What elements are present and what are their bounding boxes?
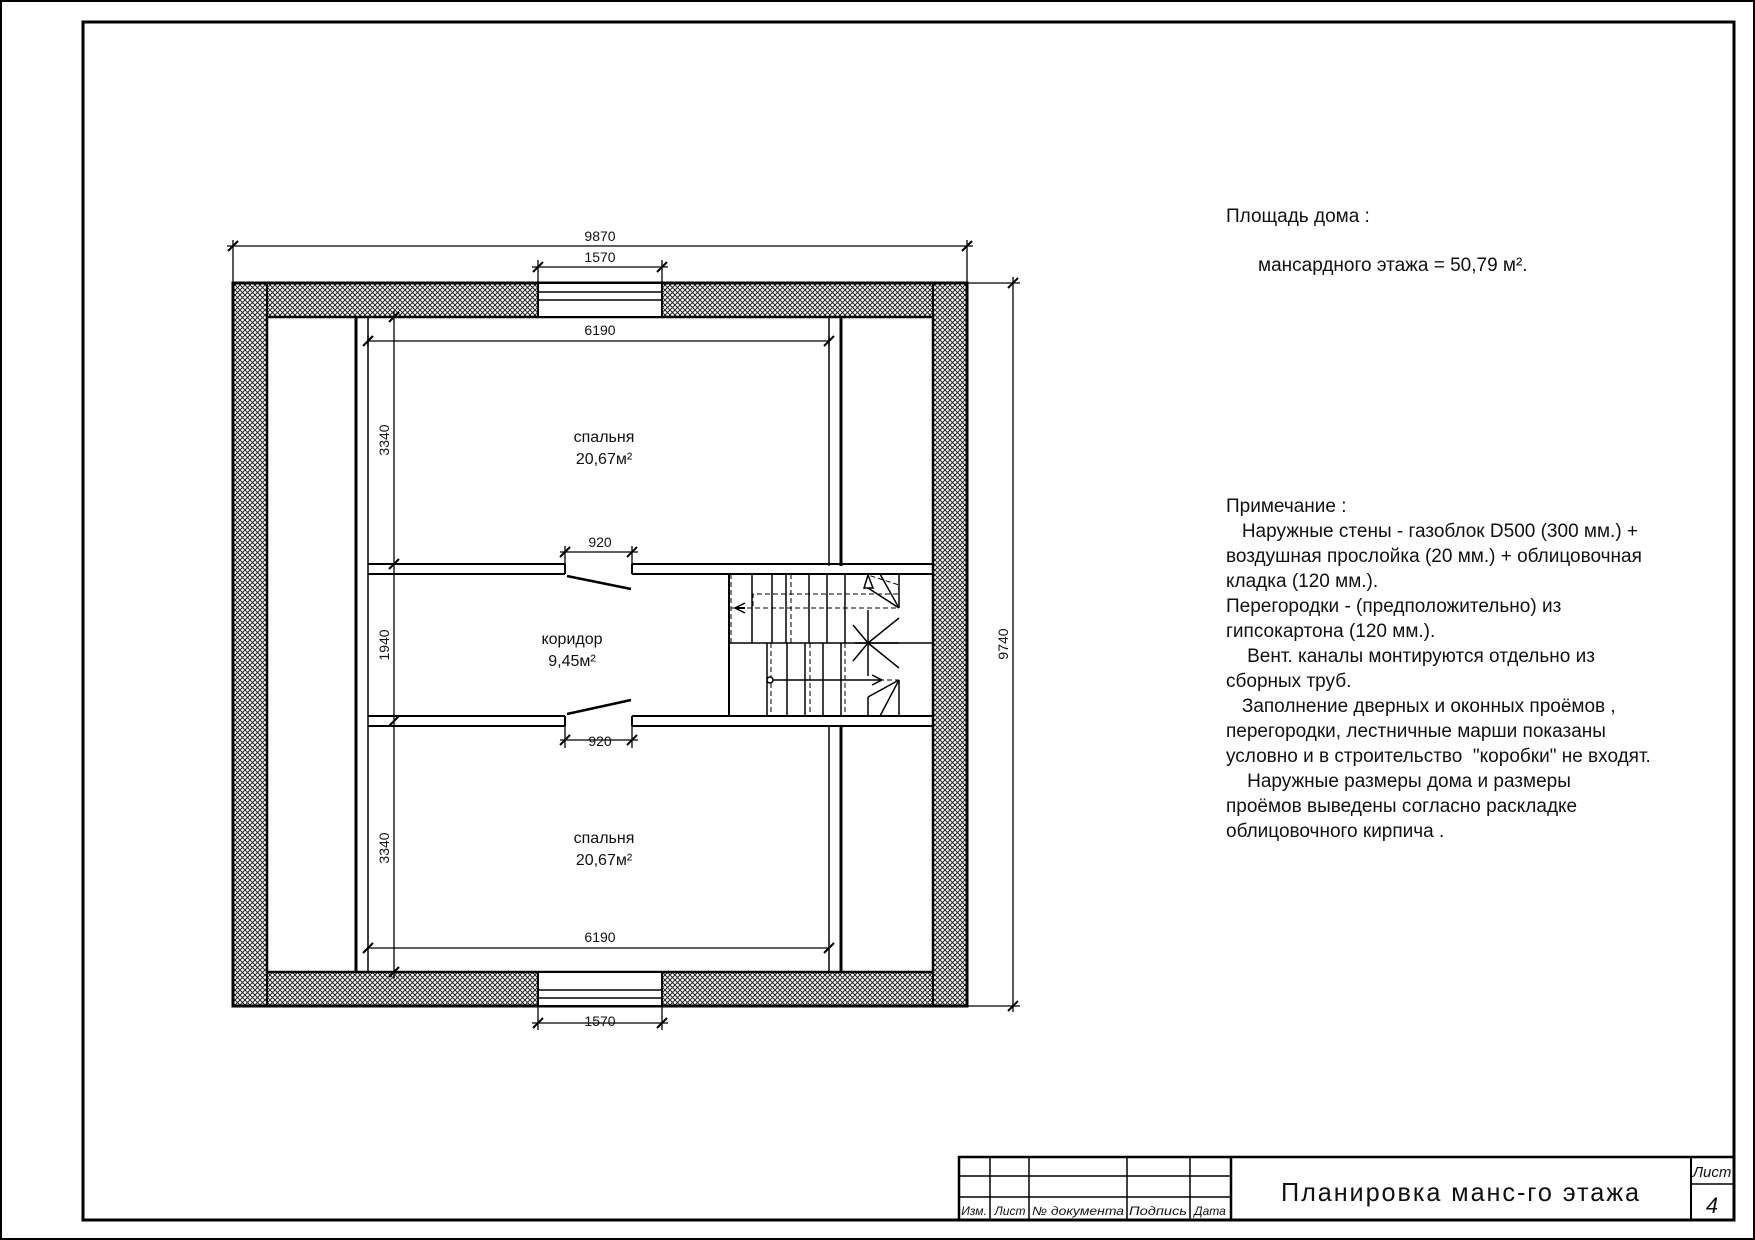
dim-corridor-depth: 1940 — [376, 629, 392, 661]
window-bottom — [538, 972, 662, 1006]
dim-overall-width: 9870 — [584, 228, 616, 244]
room-name-bedroom-top: спальня — [573, 429, 635, 446]
tb-col-izm: Изм. — [961, 1204, 987, 1218]
door-top-leaf — [567, 576, 631, 589]
area-value: мансардного этажа = 50,79 м². — [1258, 255, 1528, 276]
area-title: Площадь дома : — [1226, 206, 1370, 227]
note-line: перегородки, лестничные марши показаны — [1226, 721, 1606, 742]
dim-bedroom-bottom-depth: 3340 — [376, 832, 392, 864]
corridor-partitions — [368, 564, 933, 726]
dim-room-width-bottom: 6190 — [584, 929, 616, 945]
note-line: проёмов выведены согласно раскладке — [1226, 796, 1578, 817]
note-line: кладка (120 мм.). — [1226, 571, 1379, 592]
tb-col-signature: Подпись — [1129, 1204, 1187, 1218]
room-area-corridor: 9,45м² — [548, 653, 596, 670]
note-line: Перегородки - (предположительно) из — [1226, 596, 1562, 617]
note-line: воздушная прослойка (20 мм.) + облицовочная — [1226, 546, 1642, 567]
tb-sheet-label: Лист — [1692, 1164, 1732, 1181]
note-line: сборных труб. — [1226, 671, 1352, 692]
dim-bedroom-top-depth: 3340 — [376, 424, 392, 456]
dim-window-bottom: 1570 — [584, 1013, 616, 1029]
note-line: Заполнение дверных и оконных проёмов , — [1226, 696, 1616, 717]
staircase — [729, 574, 933, 716]
note-line: Наружные размеры дома и размеры — [1226, 771, 1571, 792]
tb-col-date: Дата — [1194, 1204, 1226, 1218]
dimension-lines — [227, 240, 1020, 1030]
door-bottom-leaf — [567, 700, 631, 714]
room-name-bedroom-bottom: спальня — [573, 830, 635, 847]
note-line: условно и в строительство "коробки" не входят. — [1226, 746, 1651, 767]
room-area-bedroom-bottom: 20,67м² — [575, 852, 633, 869]
tb-col-list: Лист — [994, 1204, 1026, 1218]
notes-title: Примечание : — [1226, 496, 1347, 517]
dim-door-top: 920 — [588, 534, 612, 550]
room-name-corridor: коридор — [541, 631, 603, 648]
note-line: Вент. каналы монтируются отдельно из — [1226, 646, 1595, 667]
note-line: гипсокартона (120 мм.). — [1226, 621, 1436, 642]
dim-door-bottom: 920 — [588, 733, 612, 749]
window-top — [538, 283, 662, 317]
notes-panel — [1226, 204, 1746, 844]
tb-sheet-number: 4 — [1705, 1193, 1719, 1218]
room-area-bedroom-top: 20,67м² — [575, 451, 633, 468]
dim-room-width-top: 6190 — [584, 322, 616, 338]
note-line: облицовочного кирпича . — [1226, 821, 1445, 842]
tb-col-document: № документа — [1032, 1204, 1125, 1218]
dim-overall-depth: 9740 — [995, 628, 1011, 660]
dim-window-top: 1570 — [584, 249, 616, 265]
note-line: Наружные стены - газоблок D500 (300 мм.) + — [1226, 521, 1639, 542]
tb-drawing-title: Планировка манс-го этажа — [1281, 1177, 1641, 1207]
